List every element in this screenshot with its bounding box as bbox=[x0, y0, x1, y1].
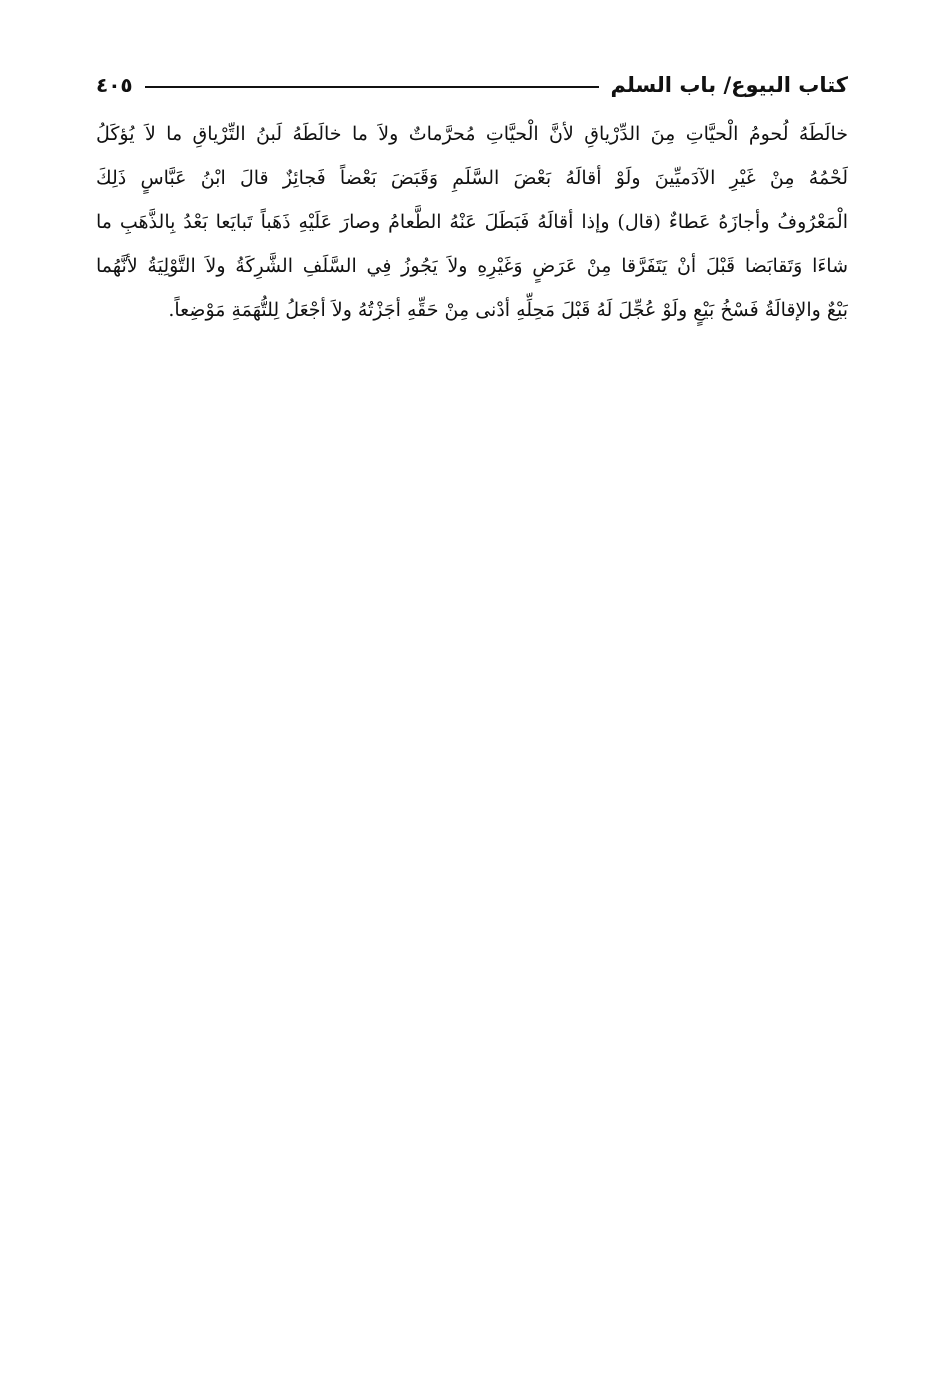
header-title: كتاب البيوع/ باب السلم bbox=[610, 73, 848, 97]
page-number: ٤٠٥ bbox=[96, 73, 133, 97]
text-line: لَحْمُهُ مِنْ غَيْرِ الآدَميِّينَ ولَوْ أقالَهُ بَعْضَ السَّلَمِ وَقَبَضَ بَعْضاً فَجائِزٌ قالَ ابْنُ عَبَّاسٍ ذَلِكَ bbox=[96, 167, 848, 189]
header-rule bbox=[145, 86, 599, 88]
text-line: خالَطَهُ لُحومُ الْحيَّاتِ مِنَ الدِّرْياقِ لأنَّ الْحيَّاتِ مُحرَّماتٌ ولاَ ما خالَطَهُ لَبنُ التِّرْياقِ ما لاَ يُؤكَلُ bbox=[96, 123, 848, 145]
text-line: الْمَعْرُوفُ وأجازَهُ عَطاءٌ (قال) وإذا أقالَهُ فَبَطَلَ عَنْهُ الطَّعامُ وصارَ عَلَيْهِ ذَهَباً تَبايَعا بَعْدُ بِالذَّهَبِ ما bbox=[96, 211, 848, 233]
text-line: بَيْعٌ والإقالَةُ فَسْخُ بَيْعٍ ولَوْ عُجِّلَ لَهُ قَبْلَ مَحِلِّهِ أدْنى مِنْ حَقِّهِ أجَزْتُهُ ولاَ أجْعَلُ لِلتُّهَمَةِ مَوْضِعاً. bbox=[168, 299, 848, 321]
text-line: شاءَا وَتَقابَضا قَبْلَ أنْ يَتَفَرَّقا مِنْ عَرَضٍ وَغَيْرِهِ ولاَ يَجُوزُ فِي السَّلَفِ الشَّرِكَةُ ولاَ التَّوْلِيَةُ لأنَّهُما bbox=[96, 255, 848, 277]
running-header bbox=[96, 68, 848, 102]
body-text bbox=[96, 112, 848, 332]
